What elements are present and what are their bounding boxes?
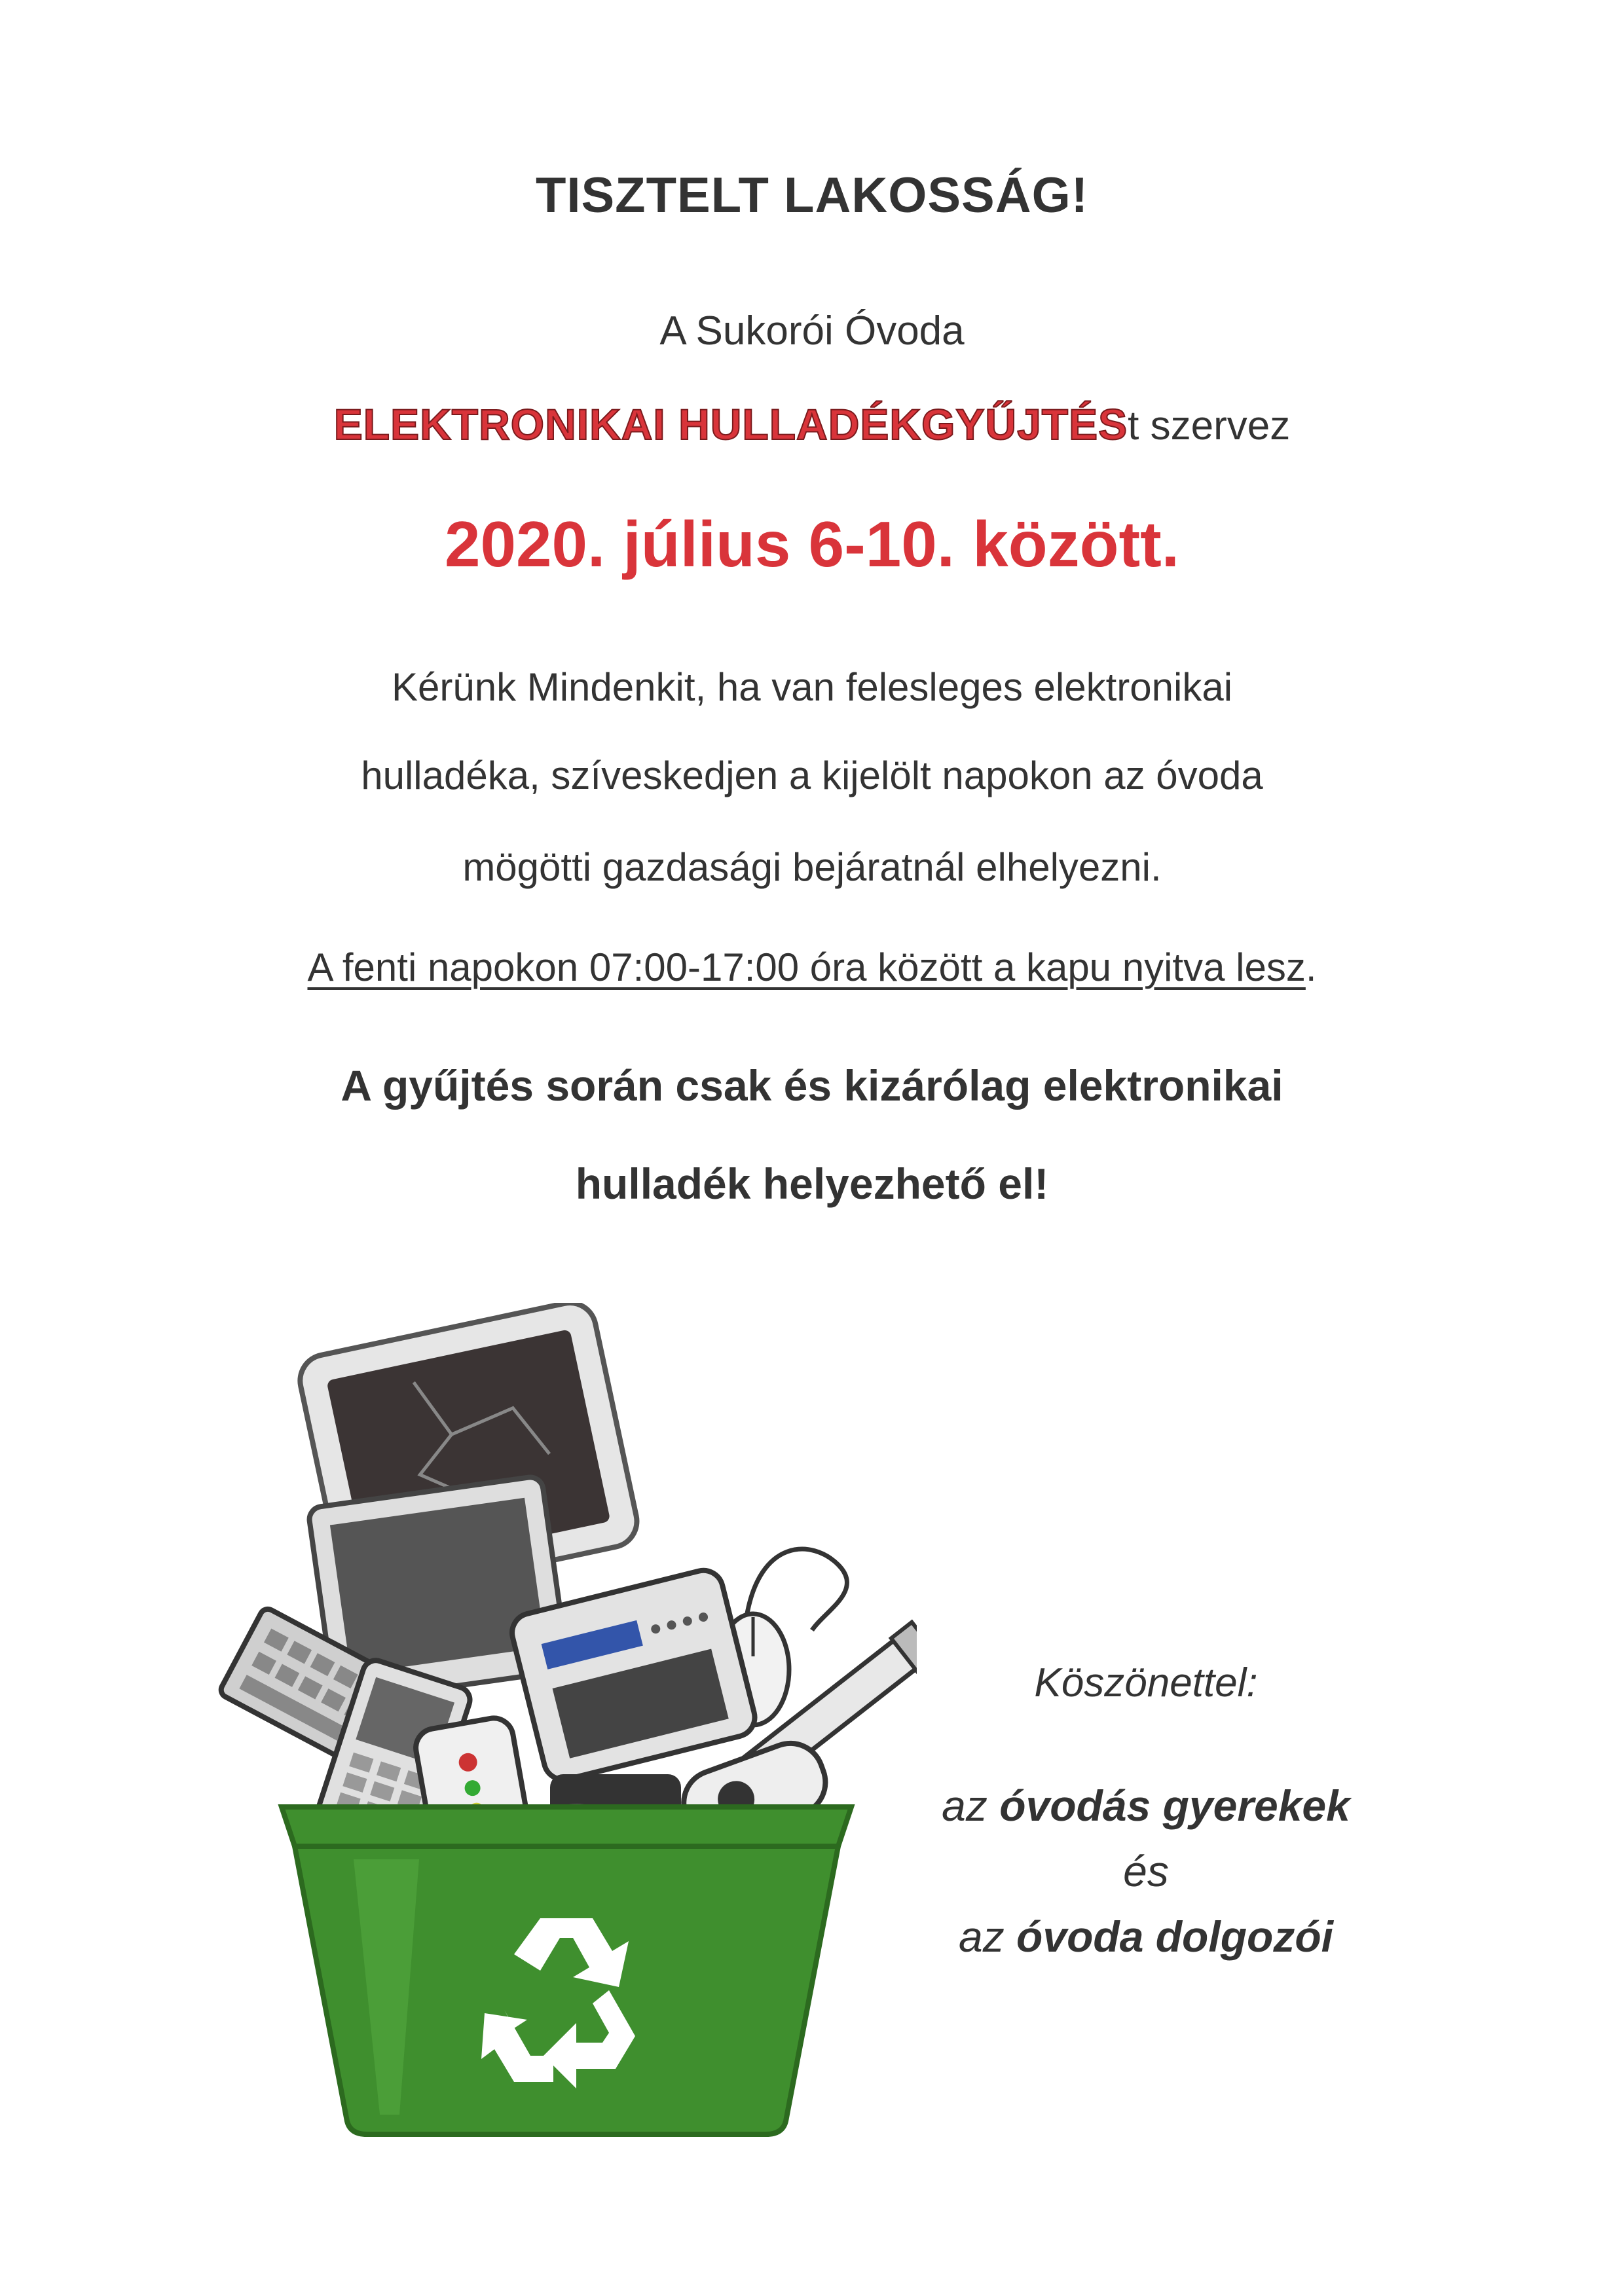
body-line-1: Kérünk Mindenkit, ha van felesleges elektronikai [391,665,1233,709]
warning-line-1: A gyűjtés során csak és kizárólag elektronikai [341,1061,1283,1110]
event-suffix: t szervez [1128,403,1291,448]
body-line-3: mögötti gazdasági bejáratnál elhelyezni. [462,845,1162,889]
opening-hours-end: . [1305,945,1317,989]
warning-line-2: hulladék helyezhető el! [575,1159,1049,1208]
signature-line-1 [851,1781,1441,1831]
body-line-2: hulladéka, szíveskedjen a kijelölt napokon az óvoda [361,754,1263,797]
signature-line-3-bold: óvoda dolgozói [1016,1912,1333,1961]
signature-line-2: és [1123,1847,1169,1895]
signature-line-1-bold: óvodás gyerekek [999,1781,1350,1830]
signature-line-3-prefix: az [959,1912,1017,1961]
event-line [0,399,1624,449]
signature-line-1-prefix: az [942,1781,1000,1830]
organizer-text: A Sukorói Óvoda [659,308,965,354]
recycle-bin-electronics-icon [183,1303,917,2141]
event-date: 2020. július 6-10. között. [445,508,1179,580]
thanks-text: Köszönettel: [1034,1660,1258,1705]
opening-hours [0,945,1624,990]
opening-hours-text: A fenti napokon 07:00-17:00 óra között a kapu nyitva lesz [307,945,1306,989]
event-name: ELEKTRONIKAI HULLADÉKGYŰJTÉS [333,400,1128,448]
signature-line-3 [851,1912,1441,1961]
page-title: TISZTELT LAKOSSÁG! [535,168,1089,223]
